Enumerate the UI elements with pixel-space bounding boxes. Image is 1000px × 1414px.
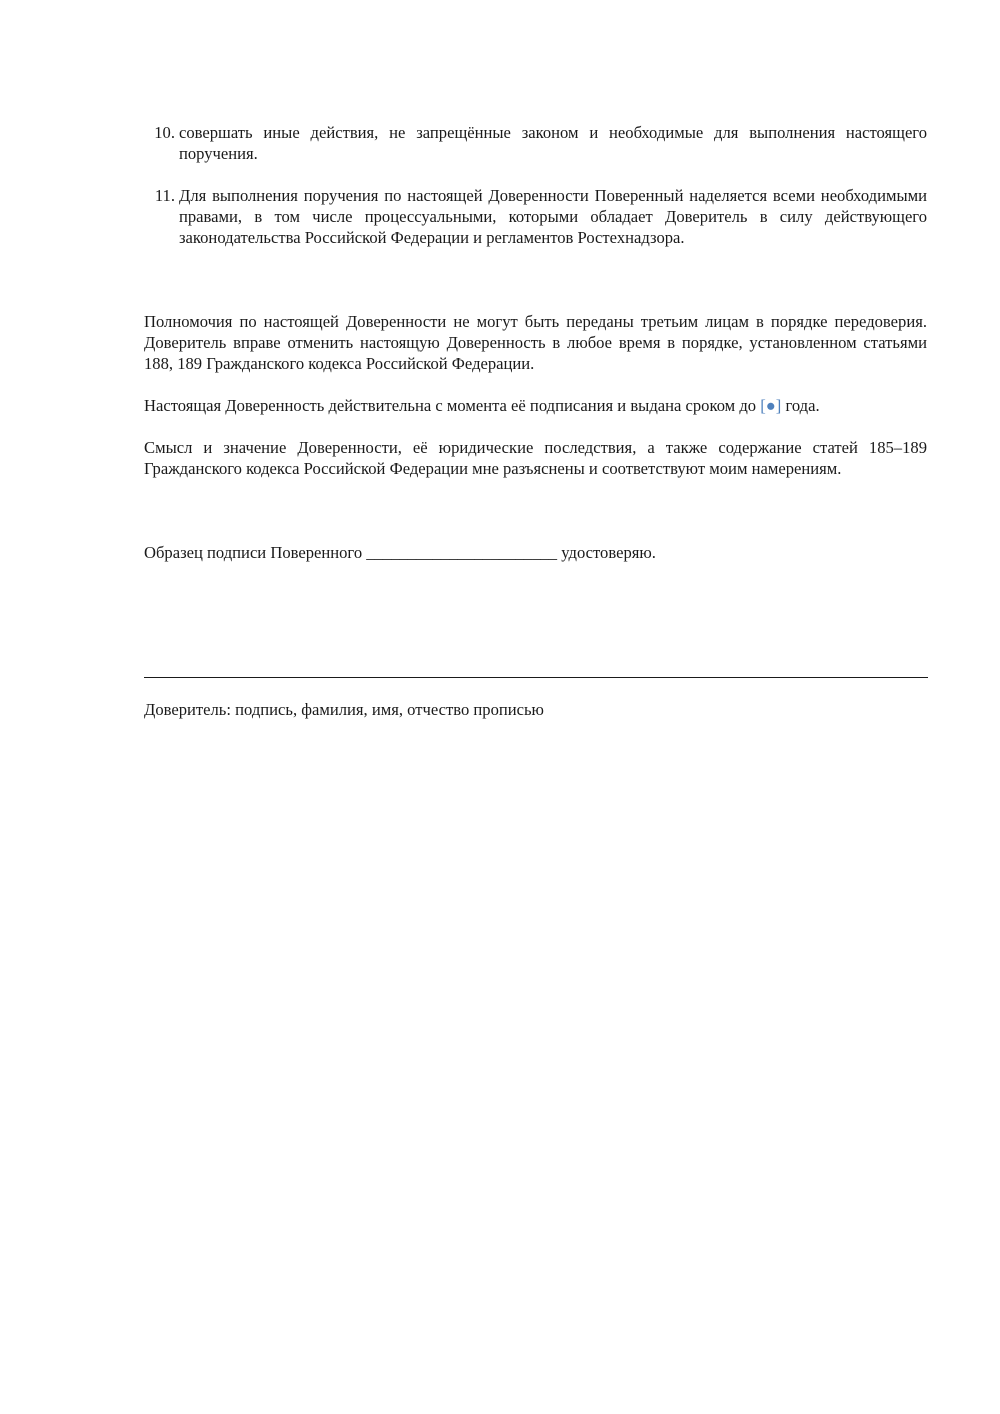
list-text: совершать иные действия, не запрещённые законом и необходимые для выполнения настоящего поручения. [179, 123, 927, 163]
list-number: 11. [154, 186, 175, 205]
list-item-10 [144, 122, 927, 164]
specimen-signature-line: Образец подписи Поверенного _______________________ удостоверяю. [144, 543, 656, 562]
list-text: Для выполнения поручения по настоящей Доверенности Поверенный наделяется всеми необходимыми правами, в том числе процессуальными, которыми обладает Доверитель в силу действующего законодательства Российской Федерации и регламентов Ростехнадзора. [179, 186, 927, 247]
signature-caption: Доверитель: подпись, фамилия, имя, отчество прописью [144, 700, 544, 719]
validity-prefix: Настоящая Доверенность действительна с момента её подписания и выдана сроком до [144, 396, 761, 415]
list-number: 10. [154, 123, 175, 142]
date-placeholder: [●] [760, 396, 782, 415]
acknowledgement-paragraph: Смысл и значение Доверенности, её юридические последствия, а также содержание статей 185–189 Гражданского кодекса Российской Федерации мне разъяснены и соответствуют моим намерениям. [144, 438, 927, 478]
list-item-11 [144, 185, 927, 248]
validity-paragraph [144, 395, 927, 416]
document-page [144, 122, 927, 720]
validity-suffix: года. [781, 396, 820, 415]
signature-line [144, 677, 928, 678]
no-redelegation-paragraph: Полномочия по настоящей Доверенности не могут быть переданы третьим лицам в порядке передоверия. Доверитель вправе отменить настоящую Доверенность в любое время в порядке, установленном статьями 188, 189 Гражданского кодекса Российской Федерации. [144, 312, 927, 373]
